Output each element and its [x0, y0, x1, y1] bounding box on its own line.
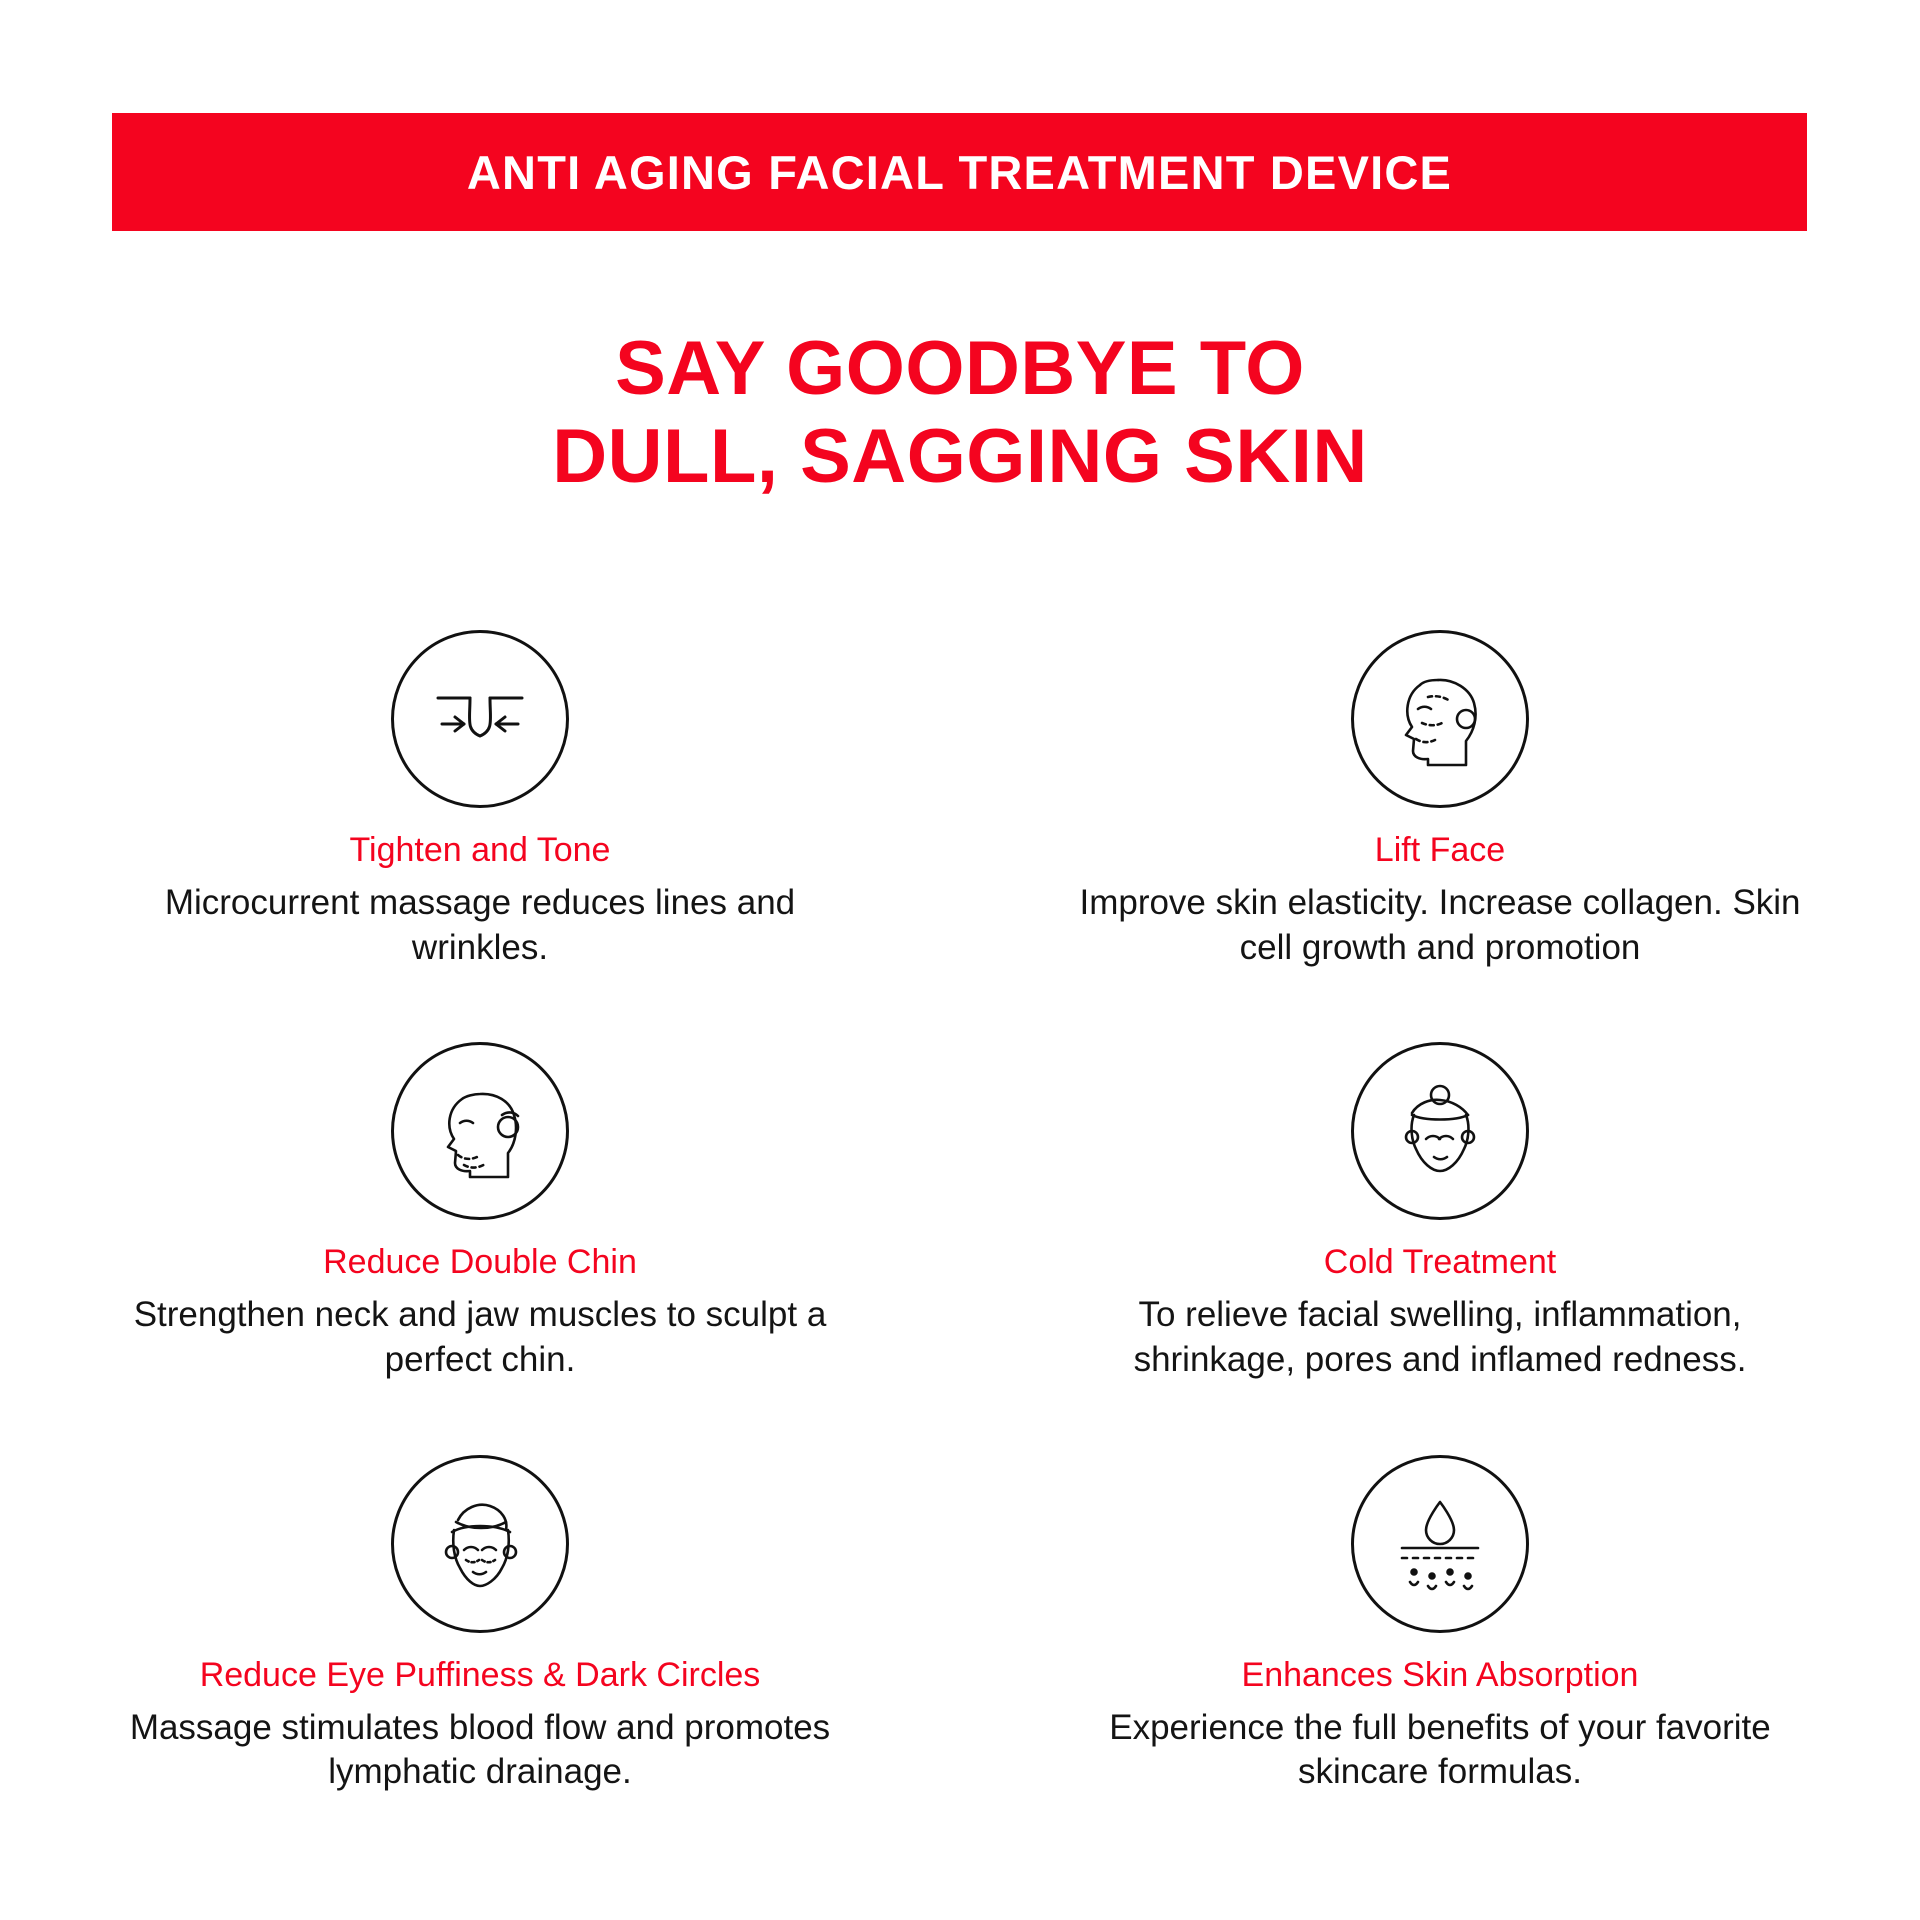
feature-description: Massage stimulates blood flow and promotes lymphatic drainage.: [129, 1707, 831, 1792]
feature-grid: [0, 630, 1920, 1795]
feature-title: Lift Face: [1374, 831, 1506, 869]
header-banner: [112, 113, 1807, 231]
eye-puffiness-face-icon: [391, 1455, 569, 1633]
banner-title: ANTI AGING FACIAL TREATMENT DEVICE: [466, 145, 1453, 199]
feature-item: [0, 1042, 960, 1382]
feature-title: Tighten and Tone: [349, 831, 611, 869]
feature-title: Enhances Skin Absorption: [1241, 1655, 1639, 1694]
feature-item: [0, 630, 960, 970]
feature-description: Improve skin elasticity. Increase collagen. Skin cell growth and promotion: [1079, 882, 1801, 967]
double-chin-profile-icon: [391, 1042, 569, 1220]
headline-line-2: DULL, SAGGING SKIN: [552, 414, 1368, 500]
feature-title: Reduce Double Chin: [323, 1243, 637, 1282]
feature-item: [960, 1042, 1920, 1382]
cold-treatment-face-icon: [1351, 1042, 1529, 1220]
feature-description: To relieve facial swelling, inflammation, shrinkage, pores and inflamed redness.: [1133, 1295, 1747, 1379]
page-headline: [0, 325, 1920, 501]
skin-absorption-droplet-icon: [1351, 1455, 1529, 1633]
face-lift-profile-icon: [1351, 630, 1529, 808]
feature-description: Microcurrent massage reduces lines and wrinkles.: [164, 882, 796, 967]
feature-title: Reduce Eye Puffiness & Dark Circles: [199, 1655, 761, 1694]
feature-description: Experience the full benefits of your favorite skincare formulas.: [1109, 1707, 1771, 1792]
wrinkle-tighten-icon: [391, 630, 569, 808]
feature-item: [960, 630, 1920, 970]
headline-line-1: SAY GOODBYE TO: [615, 326, 1305, 411]
feature-title: Cold Treatment: [1323, 1243, 1557, 1282]
feature-description: Strengthen neck and jaw muscles to sculpt a perfect chin.: [133, 1295, 827, 1379]
feature-item: [0, 1455, 960, 1795]
feature-item: [960, 1455, 1920, 1795]
